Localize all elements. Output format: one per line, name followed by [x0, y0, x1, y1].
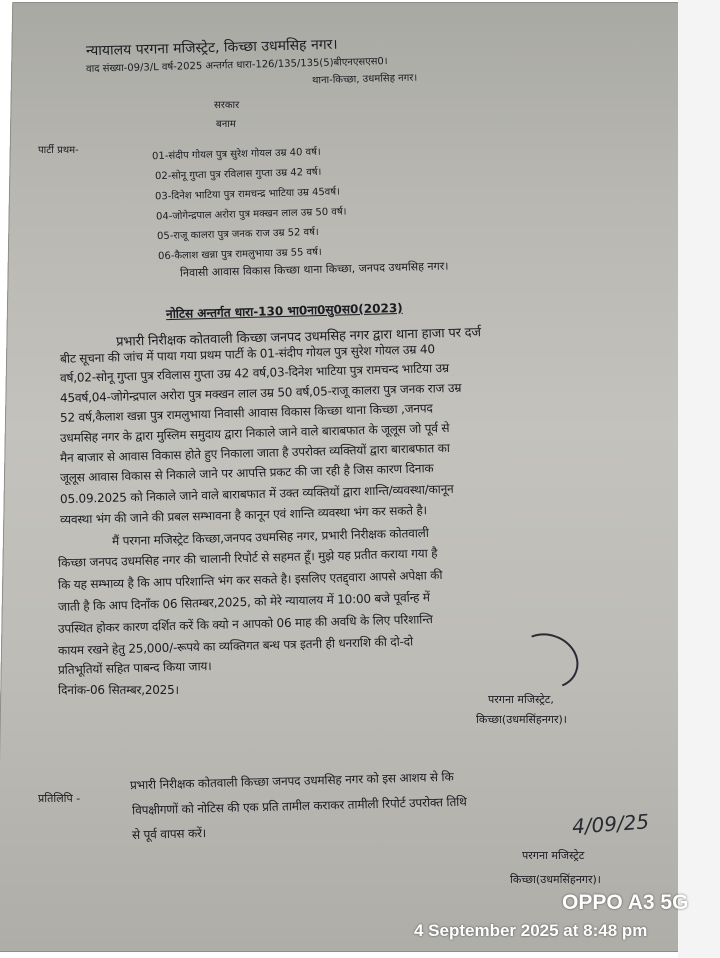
party-item: 01-संदीप गोयल पुत्र सुरेश गोयल उम्र 40 वर्ष। [151, 146, 321, 163]
party-first-label: पार्टी प्रथम- [38, 145, 79, 156]
notice-line: 05.09.2025 को निकाले जाने वाले बाराबफात में उक्त व्यक्तियों द्वारा शान्ति/व्यवस्था/कानून [59, 481, 454, 507]
copy-line: विपक्षीगणों को नोटिस की एक प्रति तामील कराकर तामीली रिपोर्ट उपरोक्त तिथि [131, 794, 467, 818]
copy-line: प्रभारी निरीक्षक कोतवाली किच्छा जनपद उधमसिह नगर को इस आशय से कि [129, 769, 454, 793]
background-margin [678, 0, 720, 958]
notice-line: व्यवस्था भंग की जाने की प्रबल सम्भावना है कानून एवं शान्ति व्यवस्था भंग कर सकते है। [59, 503, 428, 527]
camera-brand-watermark: OPPO A3 5G [562, 891, 689, 914]
camera-datetime-watermark: 4 September 2025 at 8:48 pm [414, 921, 648, 940]
notice-line: प्रतिभूतियों सहित पाबन्द किया जाय। [57, 658, 212, 678]
notice-line: उपस्थित होकर कारण दर्शित करें कि क्यो न आपको 06 माह की अवधि के लिए परिशान्ति [57, 612, 433, 636]
case-number: वाद संख्या-09/3/L वर्ष-2025 अन्तर्गत धारा-126/135/135(5)बीएनएसएस0। [85, 56, 388, 75]
magistrate-place-2: किच्छा(उधमसिंहनगर)। [510, 873, 601, 886]
notice-date: दिनांक-06 सितम्बर,2025। [58, 683, 179, 697]
notice-line: जूलूस आवास विकास से निकाले जाने पर आपत्ति प्रकट की जा रही है जिस कारण दिनाक [59, 461, 434, 485]
party-residence: निवासी आवास विकास किच्छा थाना किच्छा, जनपद उधमसिह नगर। [179, 259, 449, 280]
notice-line: कायम रखने हेतु 25,000/-रूपये का व्यक्तिगत बन्ध पत्र इतनी ही धनराशि की दो-दो [57, 634, 414, 658]
party-item: 04-जोगेन्द्रपाल अरोरा पुत्र मक्खन लाल उम्र 50 वर्ष। [155, 206, 347, 223]
magistrate-title: परगना मजिस्ट्रेट, [488, 693, 554, 706]
notice-line: कि यह सम्भाव्य है कि आप परिशान्ति भंग कर सकते है। इसलिए एतद्द्वारा आपसे अपेक्षा की [57, 567, 443, 593]
notice-line: जाती है कि आप दिनाँक 06 सितम्बर,2025, को मेरे न्यायालय में 10:00 बजे पूर्वान्ह में [57, 590, 430, 614]
notice-line: मैन बाजार से आवास विकास होते हुए निकाला जाता है उपरोक्त व्यक्तियों द्वारा बाराबफात का [59, 440, 450, 466]
copy-line: से पूर्व वापस करें। [131, 826, 207, 842]
notice-line: बीट सूचना की जांच में पाया गया प्रथम पार्टी के 01-संदीप गोयल पुत्र सुरेश गोयल उम्र 40 [59, 342, 435, 366]
government-label: सरकार [214, 100, 240, 111]
magistrate-title-2: परगना मजिस्ट्रेट [522, 849, 585, 862]
copy-label: प्रतिलिपि - [38, 792, 81, 805]
party-item: 06-कैलाश खन्ना पुत्र रामलुभाया उम्र 55 वर्ष। [157, 246, 322, 263]
notice-heading: नोटिस अन्तर्गत धारा-130 भा0ना0सु0स0(2023) [165, 300, 403, 322]
notice-line: 45वर्ष,04-जोगेन्द्रपाल अरोरा पुत्र मक्खन लाल उम्र 50 वर्ष,05-राजू कालरा पुत्र जनक राज उम्र [59, 380, 462, 406]
notice-line: मैं परगना मजिस्ट्रेट किच्छा,जनपद उधमसिह नगर, प्रभारी निरीक्षक कोतवाली [111, 525, 429, 549]
magistrate-place: किच्छा(उधमसिंहनगर)। [476, 713, 567, 726]
versus-label: बनाम [216, 119, 236, 130]
party-item: 05-राजू कालरा पुत्र जनक राज उम्र 52 वर्ष। [156, 226, 319, 243]
party-item: 03-दिनेश भाटिया पुत्र रामचन्द्र भाटिया उम्र 45वर्ष। [154, 186, 341, 203]
notice-line: किच्छा जनपद उधमसिह नगर की चालानी रिपोर्ट से सहमत हूँ। मुझे यह प्रतीत कराया गया है [57, 546, 438, 570]
notice-line: उधमसिह नगर के द्वारा मुस्लिम समुदाय द्वारा निकाले जाने वाले बाराबफात के जूलूस जो पूर्व से [59, 420, 450, 446]
notice-line: 52 वर्ष,कैलाश खन्ना पुत्र रामलुभाया निवासी आवास विकास किच्छा थाना किच्छा ,जनपद [59, 401, 433, 425]
handwritten-sign-date: 4/09/25 [571, 809, 650, 839]
party-item: 02-सोनू गुप्ता पुत्र रविलास गुप्ता उम्र 42 वर्ष। [154, 166, 322, 183]
court-title: न्यायालय परगना मजिस्ट्रेट, किच्छा उधमसिह नगर। [85, 36, 338, 60]
police-station: थाना-किच्छा, उधमसिह नगर। [311, 72, 418, 87]
notice-line: प्रभारी निरीक्षक कोतवाली किच्छा जनपद उधमसिह नगर द्वारा थाना हाजा पर दर्ज [115, 325, 482, 350]
notice-line: वर्ष,02-सोनू गुप्ता पुत्र रविलास गुप्ता उम्र 42 वर्ष,03-दिनेश भाटिया पुत्र रामचन्द भाटिया उम्र [59, 360, 450, 386]
